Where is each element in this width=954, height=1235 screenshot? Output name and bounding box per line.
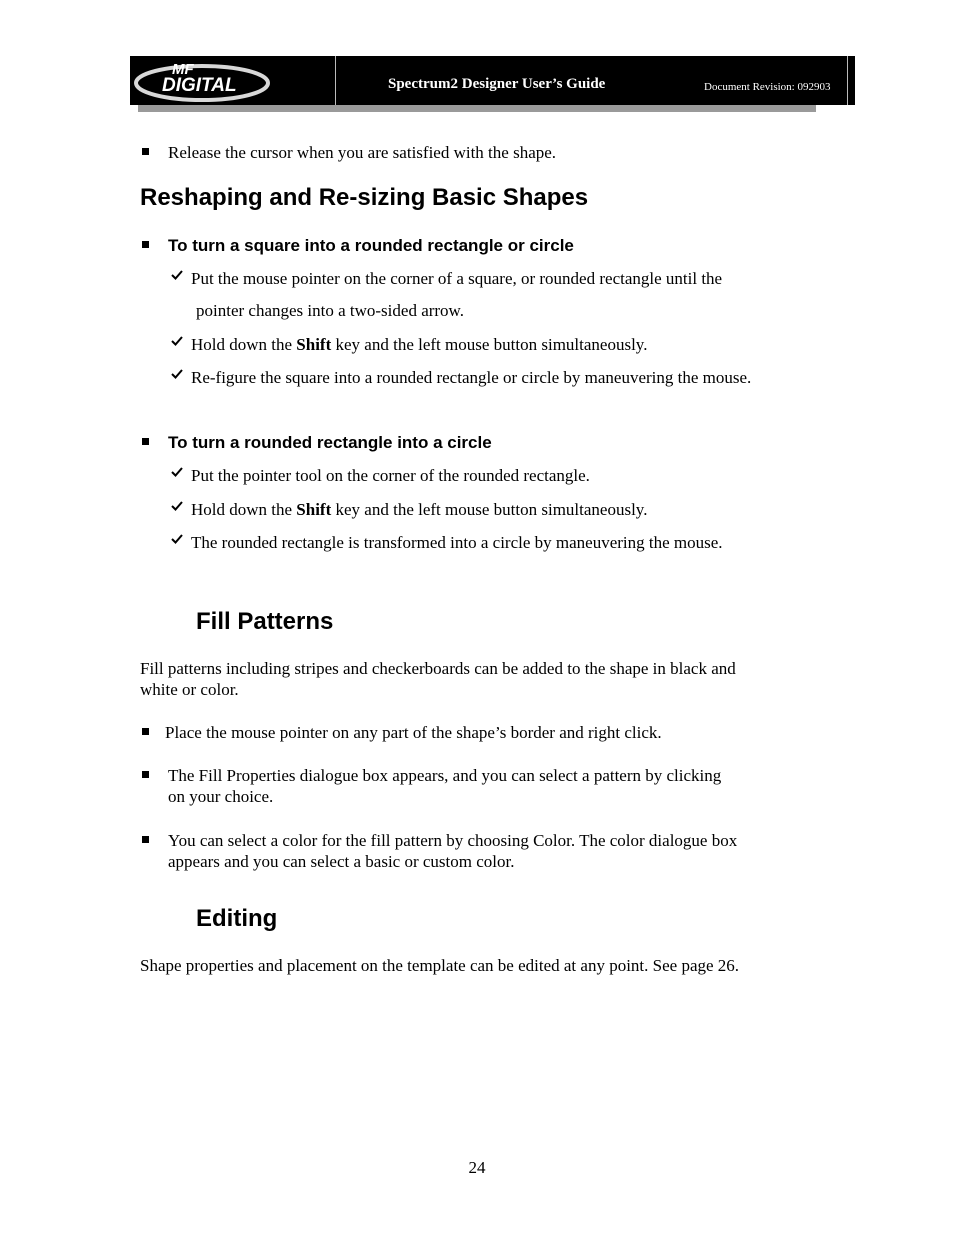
subheading-square-to-rounded: To turn a square into a rounded rectangle or circle	[168, 236, 574, 255]
bullet-square-icon	[142, 836, 149, 843]
fill-bullet-text: You can select a color for the fill pattern by choosing Color. The color dialogue box appears and you can select a basic or custom color.	[168, 831, 738, 871]
bullet-square-icon	[142, 148, 149, 155]
editing-text: Shape properties and placement on the template can be edited at any point. See page 26.	[140, 956, 740, 975]
svg-text:MF: MF	[172, 61, 194, 78]
svg-text:DIGITAL: DIGITAL	[162, 75, 237, 96]
checkmark-icon	[171, 467, 183, 477]
checkmark-icon	[171, 534, 183, 544]
header-divider	[335, 56, 336, 105]
fill-bullet-text: The Fill Properties dialogue box appears, and you can select a pattern by clicking on your choice.	[168, 766, 722, 806]
checkmark-icon	[171, 369, 183, 379]
section-heading-editing: Editing	[196, 905, 278, 932]
page-header	[130, 56, 855, 105]
bullet-square-icon	[142, 728, 149, 735]
step-text: Re-figure the square into a rounded rectangle or circle by maneuvering the mouse.	[191, 368, 752, 387]
page-number: 24	[468, 1158, 486, 1177]
section-heading-reshaping: Reshaping and Re-sizing Basic Shapes	[140, 184, 589, 211]
checkmark-icon	[171, 270, 183, 280]
bullet-square-icon	[142, 241, 149, 248]
step-text: Hold down the Shift key and the left mouse button simultaneously.	[191, 500, 648, 519]
step-text-continued: pointer changes into a two-sided arrow.	[196, 301, 464, 320]
shift-key-label: Shift	[296, 335, 332, 354]
step-text: Put the mouse pointer on the corner of a square, or rounded rectangle until the	[191, 269, 723, 288]
fill-bullet-text: Place the mouse pointer on any part of the shape’s border and right click.	[165, 723, 662, 742]
step-text: Put the pointer tool on the corner of the rounded rectangle.	[191, 466, 590, 485]
step-text: The rounded rectangle is transformed into a circle by maneuvering the mouse.	[191, 533, 723, 552]
bullet-square-icon	[142, 438, 149, 445]
mf-digital-logo	[132, 58, 334, 103]
document-title: Spectrum2 Designer User’s Guide	[388, 76, 606, 92]
checkmark-icon	[171, 336, 183, 346]
subheading-rounded-to-circle: To turn a rounded rectangle into a circle	[168, 433, 492, 452]
step-text: Hold down the Shift key and the left mouse button simultaneously.	[191, 335, 648, 354]
fill-patterns-intro: Fill patterns including stripes and checkerboards can be added to the shape in black and white or color.	[140, 659, 736, 699]
checkmark-icon	[171, 501, 183, 511]
intro-bullet-text: Release the cursor when you are satisfied with the shape.	[168, 143, 557, 162]
header-divider	[847, 56, 848, 105]
section-heading-fill-patterns: Fill Patterns	[196, 608, 334, 635]
document-revision: Document Revision: 092903	[704, 81, 831, 93]
shift-key-label: Shift	[296, 500, 332, 519]
bullet-square-icon	[142, 771, 149, 778]
